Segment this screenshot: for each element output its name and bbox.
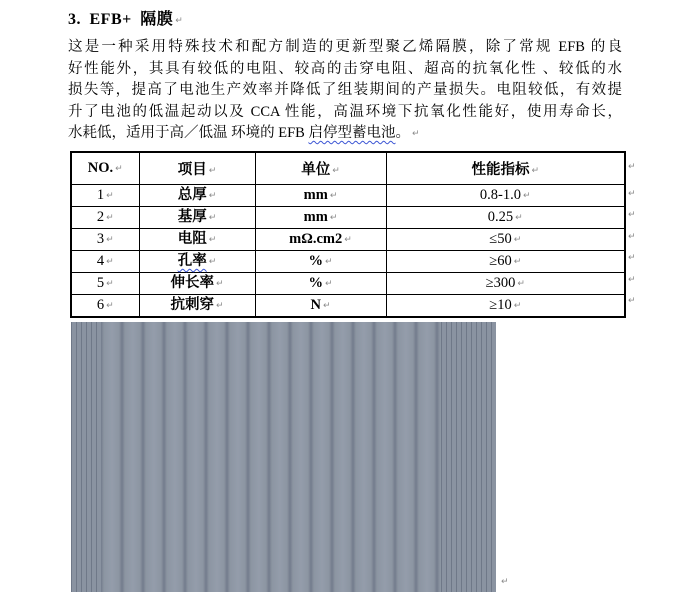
header-unit <box>255 152 386 185</box>
cell-mark-icon: ↵ <box>324 279 333 289</box>
unit-name: mΩ.cm2 <box>289 231 343 247</box>
table-row <box>71 229 625 251</box>
cell-unit <box>255 273 386 295</box>
grammar-check-underlined-text: 启停型蓄电池 <box>308 125 396 141</box>
header-value <box>386 152 625 185</box>
cell-unit <box>255 295 386 318</box>
cell-mark-icon: ↵ <box>106 213 114 223</box>
paragraph-mark-icon: ↵ <box>175 16 183 26</box>
cell-mark-icon: ↵ <box>332 166 340 176</box>
row-end-mark-icon: ↵ <box>628 162 636 172</box>
row-number: 2 <box>96 209 105 225</box>
cell-no <box>71 295 139 318</box>
row-number: 1 <box>96 187 105 203</box>
paragraph-line <box>68 123 622 145</box>
paragraph-mark-icon: ↵ <box>411 129 420 139</box>
cell-mark-icon: ↵ <box>208 191 217 201</box>
header-no <box>71 152 139 185</box>
cell-unit <box>255 207 386 229</box>
cell-item <box>139 295 255 318</box>
spec-value: ≥10 <box>489 297 512 313</box>
cell-no <box>71 273 139 295</box>
row-end-mark-icon: ↵ <box>628 210 636 221</box>
section-heading <box>68 6 183 29</box>
item-name: 电阻 <box>177 231 207 247</box>
cell-unit <box>255 229 386 251</box>
cell-value <box>386 273 625 295</box>
cell-mark-icon: ↵ <box>106 301 114 311</box>
table-row <box>71 207 625 229</box>
row-number: 3 <box>96 231 105 247</box>
table-header-row <box>71 152 625 185</box>
spec-value: ≥300 <box>485 275 516 291</box>
cell-unit <box>255 251 386 273</box>
item-name: 伸长率 <box>170 275 214 291</box>
cell-mark-icon: ↵ <box>106 279 114 289</box>
row-number: 6 <box>96 297 105 313</box>
row-number: 5 <box>96 275 105 291</box>
table-row <box>71 273 625 295</box>
row-end-mark-icon: ↵ <box>628 296 636 307</box>
cell-no <box>71 185 139 207</box>
cell-item <box>139 185 255 207</box>
cell-mark-icon: ↵ <box>523 191 531 201</box>
row-end-mark-icon: ↵ <box>628 231 636 242</box>
paragraph-line: 损失等，提高了电池生产效率并降低了组装期间的产量损失。电阻较低，有效提 <box>68 82 622 98</box>
unit-name: % <box>308 275 323 291</box>
spec-value: 0.8-1.0 <box>479 187 522 203</box>
cell-mark-icon: ↵ <box>106 235 114 245</box>
cell-mark-icon: ↵ <box>215 279 224 289</box>
unit-name: % <box>308 253 323 269</box>
cell-item <box>139 229 255 251</box>
spec-table <box>70 151 626 318</box>
paragraph-line: 升了电池的低温起动以及 CCA 性能，高温环境下抗氧化性能好，使用寿命长， <box>68 103 622 120</box>
cell-value <box>386 207 625 229</box>
cell-mark-icon: ↵ <box>344 235 352 245</box>
cell-value <box>386 185 625 207</box>
row-end-mark-icon: ↵ <box>628 253 636 264</box>
item-name: 抗刺穿 <box>170 297 214 313</box>
cell-no <box>71 229 139 251</box>
cell-mark-icon: ↵ <box>513 301 522 311</box>
cell-no <box>71 207 139 229</box>
item-name: 基厚 <box>177 209 207 225</box>
cell-mark-icon: ↵ <box>208 235 217 245</box>
header-item <box>139 152 255 185</box>
header-value-label: 性能指标 <box>471 162 530 178</box>
paragraph-text: 水耗低，适用于高／低温 环境的 EFB <box>68 125 309 141</box>
row-end-mark-icon: ↵ <box>628 188 636 199</box>
row-number: 4 <box>96 253 105 269</box>
cell-mark-icon: ↵ <box>106 257 114 267</box>
table-row <box>71 295 625 318</box>
table-row-end-marks <box>628 151 636 312</box>
cell-mark-icon: ↵ <box>513 257 522 267</box>
item-name: 总厚 <box>177 187 207 203</box>
paragraph-mark-icon: ↵ <box>501 577 509 587</box>
paragraph-line: 好性能外，其具有较低的电阻、较高的击穿电阻、超高的抗氧化性 、较低的水 <box>68 60 622 77</box>
cell-value <box>386 251 625 273</box>
cell-item <box>139 251 255 273</box>
cell-mark-icon: ↵ <box>106 191 114 201</box>
cell-mark-icon: ↵ <box>115 164 123 174</box>
header-item-label: 项目 <box>177 162 207 178</box>
cell-item <box>139 207 255 229</box>
cell-mark-icon: ↵ <box>322 301 331 311</box>
cell-mark-icon: ↵ <box>324 257 333 267</box>
separator-photo <box>71 322 496 592</box>
cell-item <box>139 273 255 295</box>
section-heading-text: 3. EFB+ 隔膜 <box>68 11 174 28</box>
unit-name: N <box>310 297 321 313</box>
paragraph-line: 这是一种采用特殊技术和配方制造的更新型聚乙烯隔膜，除了常规 EFB 的良 <box>68 39 622 55</box>
cell-mark-icon: ↵ <box>517 279 525 289</box>
spec-value: ≤50 <box>489 231 512 247</box>
table-row <box>71 185 625 207</box>
intro-paragraph <box>68 37 622 145</box>
header-unit-label: 单位 <box>301 162 331 178</box>
cell-mark-icon: ↵ <box>513 235 522 245</box>
cell-mark-icon: ↵ <box>215 301 224 311</box>
cell-unit <box>255 185 386 207</box>
cell-mark-icon: ↵ <box>531 166 540 176</box>
cell-no <box>71 251 139 273</box>
spec-value: ≥60 <box>489 253 512 269</box>
cell-mark-icon: ↵ <box>208 257 217 267</box>
cell-value <box>386 295 625 318</box>
cell-mark-icon: ↵ <box>329 213 338 223</box>
spec-value: 0.25 <box>487 209 514 225</box>
cell-mark-icon: ↵ <box>329 191 338 201</box>
unit-name: mm <box>303 187 328 203</box>
item-name: 孔率 <box>177 253 207 269</box>
cell-mark-icon: ↵ <box>515 213 523 223</box>
header-no-label: NO. <box>87 160 114 176</box>
row-end-mark-icon: ↵ <box>628 274 636 285</box>
table-row <box>71 251 625 273</box>
cell-mark-icon: ↵ <box>208 213 217 223</box>
cell-mark-icon: ↵ <box>208 166 217 176</box>
cell-value <box>386 229 625 251</box>
unit-name: mm <box>303 209 328 225</box>
paragraph-text: 。 <box>395 125 410 141</box>
